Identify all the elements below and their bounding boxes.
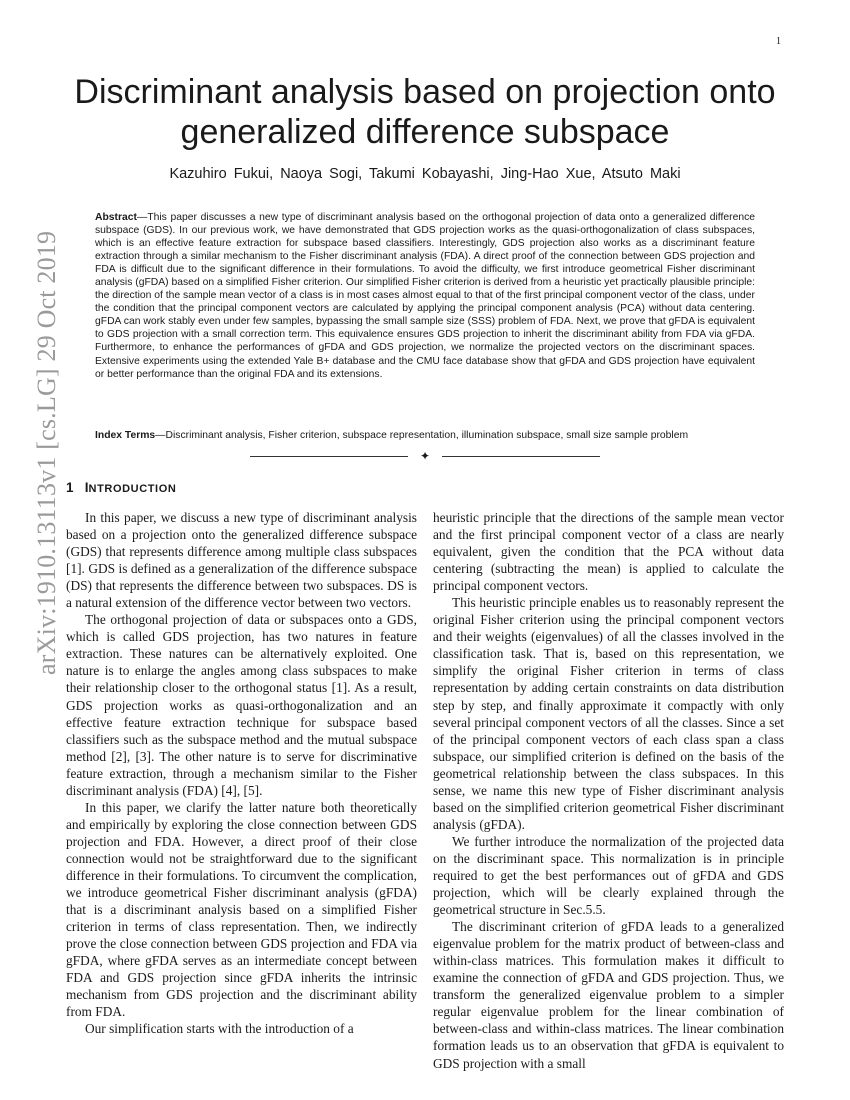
left-column — [66, 509, 417, 1037]
right-column — [433, 509, 784, 1072]
paragraph: We further introduce the normalization of the projected data on the discriminant space. This normalization is in principle required to get the best performances out of gFDA and GDS projection, which will be clearly explained through the geometrical structure in Sec.5.5. — [433, 833, 784, 918]
index-terms — [95, 429, 755, 442]
paragraph: In this paper, we discuss a new type of discriminant analysis based on a projection onto the generalized difference subspace (GDS) that represents difference among multiple class subspaces [1]. GDS is defined as a generalization of the difference subspace (DS) that represents the difference between two subspaces. DS is a natural extension of the difference vector between two vectors. — [66, 510, 417, 611]
paragraph: The orthogonal projection of data or subspaces onto a GDS, which is called GDS projection, has two natures in feature extraction. These natures can be alternatively exploited. One nature is to enlarge the angles among class subspaces to make their relationship closer to the orthogonal status [1]. As a result, GDS projection works as quasi-orthogonalization and an effective feature extraction technique for subspace based classifiers such as the subspace method and the mutual subspace method [2], [3]. The other nature is to serve for discriminative feature extraction, through a mechanism similar to the Fisher discriminant analysis (FDA) [4], [5]. — [66, 612, 417, 798]
page-number: 1 — [776, 36, 781, 47]
paragraph: This heuristic principle enables us to reasonably represent the original Fisher criterion using the principal component vectors and their weights (eigenvalues) of all the classes involved in the classification task. That is, based on this representation, we simplify the original Fisher criterion in terms of class representation by adding certain constraints on data distribution step by step, and finally approximate it compactly with only several principal component vectors of all the classes. Since a set of the principal component vectors of each class span a class subspace, our simplified criterion is defined on the basis of the geometrical relationship between the class subspaces. In this sense, we name this new type of Fisher discriminant analysis based on the simplified criterion geometrical Fisher discriminant analysis (gFDA). — [433, 595, 784, 832]
paragraph: heuristic principle that the directions of the sample mean vector and the first principal component vector of a class are nearly equivalent, given the condition that the PCA without data centering (subtracting the mean) is applied to calculate the principal component vectors. — [433, 510, 784, 594]
section-title-rest: NTRODUCTION — [88, 483, 177, 495]
divider-diamond-icon: ✦ — [419, 449, 431, 463]
divider-line-right — [442, 456, 600, 457]
section-number: 1 — [66, 480, 74, 495]
index-terms-text: —Discriminant analysis, Fisher criterion, subspace representation, illumination subspace, small size sample problem — [155, 430, 689, 441]
paragraph: In this paper, we clarify the latter nature both theoretically and empirically by exploring the close connection between GDS projection and FDA. However, a direct proof of their close connection would not be straightforward due to the significant difference in their formulations. To circumvent the complication, we introduce geometrical Fisher discriminant analysis (gFDA) that is a discriminant analysis based on a simplified Fisher criterion in terms of class representation. Then, we indirectly prove the close connection between GDS projection and FDA via gFDA, where gFDA serves as an intermediate concept between FDA and GDS projection since gFDA inherits the intrinsic mechanism from GDS projection and the discriminant ability from FDA. — [66, 799, 417, 1020]
index-terms-label: Index Terms — [95, 430, 156, 441]
paragraph: Our simplification starts with the introduction of a — [85, 1021, 354, 1037]
paper-title — [60, 72, 790, 152]
paragraph: The discriminant criterion of gFDA leads to a generalized eigenvalue problem for the matrix product of between-class and within-class matrices. This formulation makes it difficult to examine the connection of gFDA and GDS projection. Thus, we transform the generalized eigenvalue problem to a simpler regular eigenvalue problem for the linear combination of between-class and within-class matrices. The linear combination formation leads us to an observation that gFDA is equivalent to GDS projection with a small — [433, 919, 784, 1071]
title-line-2: generalized difference subspace — [180, 113, 670, 151]
arxiv-identifier-stamp: arXiv:1910.13113v1 [cs.LG] 29 Oct 2019 — [32, 230, 61, 675]
divider-line-left — [250, 456, 408, 457]
abstract-label: Abstract — [95, 212, 137, 223]
section-title-initial: I — [84, 480, 89, 495]
abstract — [95, 211, 755, 381]
abstract-text: —This paper discusses a new type of discriminant analysis based on the orthogonal projection of data onto a generalized difference subspace (GDS). In our previous work, we have demonstrated that GDS projection works as the quasi-orthogonalization of class subspaces, which is an effective feature extraction for subspace based classifiers. Interestingly, GDS projection also works as a discriminant feature extraction through a similar mechanism to the Fisher discriminant analysis (FDA). A direct proof of the connection between GDS projection and FDA is difficult due to the significant difference in their formulations. To avoid the difficulty, we first introduce geometrical Fisher discriminant analysis (gFDA) based on a simplified Fisher criterion. Our simplified Fisher criterion is derived from a heuristic yet practically plausible principle: the direction of the sample mean vector of a class is in most cases almost equal to that of the first principal component vector of the class, under the condition that the principal component vectors are calculated by applying the principal component analysis (PCA) without data centering. gFDA can work stably even under few samples, bypassing the small sample size (SSS) problem of FDA. Next, we prove that gFDA is equivalent to GDS projection with a small correction term. This equivalence ensures GDS projection to inherit the discriminant ability from FDA via gFDA. Furthermore, to enhance the performances of gFDA and GDS projection, we normalize the projected vectors on the discriminant spaces. Extensive experiments using the extended Yale B+ database and the CMU face database show that gFDA and GDS projection have equivalent or better performance than the original FDA and its extensions. — [95, 212, 755, 380]
section-divider — [250, 450, 600, 464]
title-line-1: Discriminant analysis based on projection onto — [74, 73, 776, 111]
section-heading-introduction — [66, 480, 176, 495]
author-list: Kazuhiro Fukui, Naoya Sogi, Takumi Kobayashi, Jing-Hao Xue, Atsuto Maki — [169, 166, 681, 182]
